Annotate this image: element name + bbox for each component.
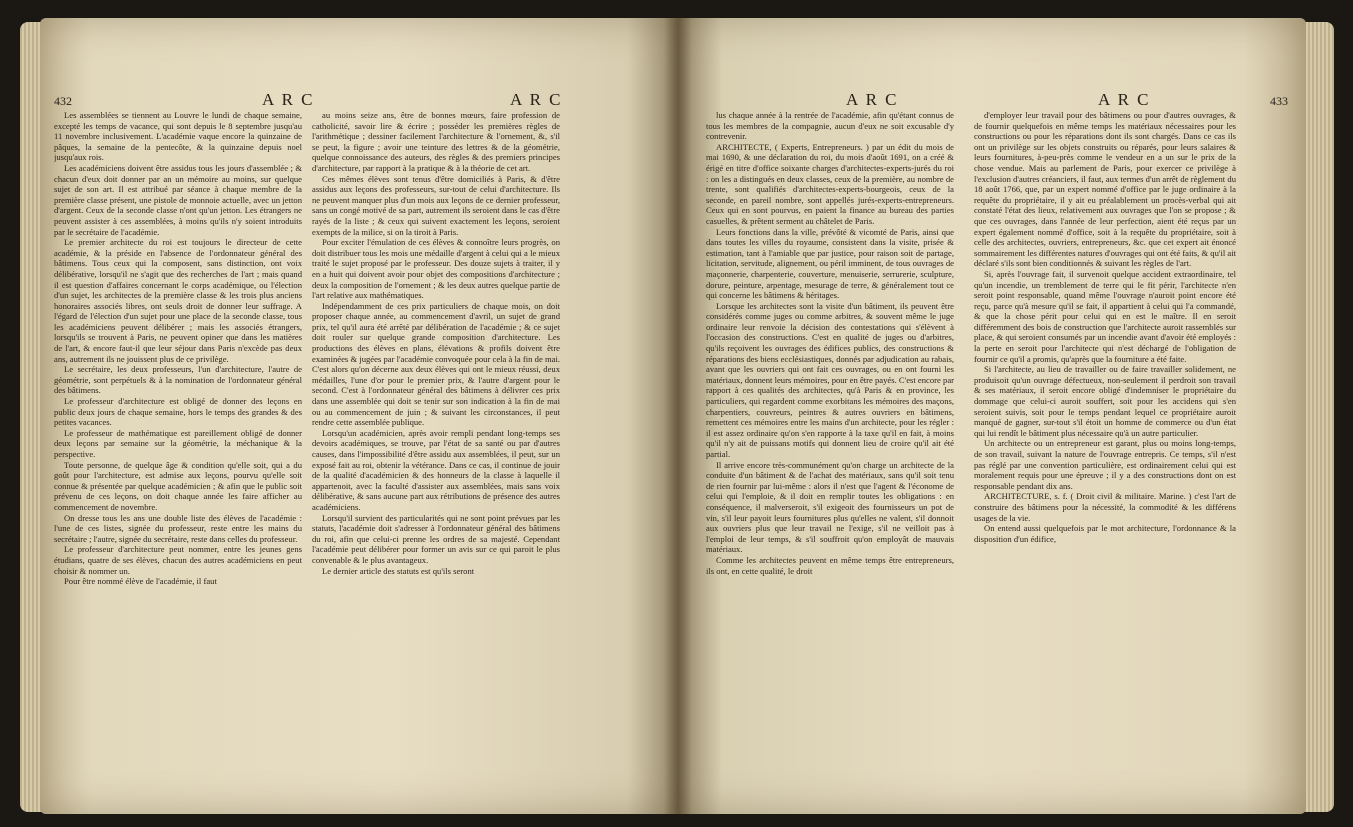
paragraph: Pour être nommé élève de l'académie, il faut xyxy=(64,576,217,587)
paragraph: Le professeur d'architecture peut nommer, entre les jeunes gens étudians, quatre de ses élèves, chacun des autres académiciens en peut choisir & nommer un. xyxy=(54,544,302,576)
paragraph: Lorsqu'un académicien, après avoir rempli pendant long-temps ses devoirs académiques, se trouve, par l'état de sa santé ou par d'autres causes, dans l'impossibilité d'être assidu aux assemblées, il peut, sur un exposé fait au roi, obtenir la vétérance. Dans ce cas, il continue de jouir de la qualité d'académicien & des honneurs de la classe à laquelle il appartenoit, avec la faculté d'assister aux assemblées, mais sans voix délibérative, & sans aucune part aux rétributions de présence des autres académiciens. xyxy=(312,427,560,512)
paragraph: Leurs fonctions dans la ville, prévôté & vicomté de Paris, ainsi que dans toutes les villes du royaume, consistent dans la visite, prisée & estimation, tant à l'amiable que par justice, pour raison soit de partage, licitation, servitude, alignement, ou péril imminent, de tous ouvrages de maçonnerie, charpenterie, couverture, menuiserie, serrurerie, sculpture, dorure, peinture, arpentage, mesurage de terre, & généralement tout ce qui concerne les bâtimens & héritages. xyxy=(706,226,954,301)
right-column-2 xyxy=(974,110,1236,820)
paragraph: Le dernier article des statuts est qu'ils seront xyxy=(322,565,475,576)
left-column-1 xyxy=(54,110,302,820)
paragraph: Indépendamment de ces prix particuliers de chaque mois, on doit proposer chaque année, au commencement d'avril, un sujet de grand prix, tel qu'il aura été arrêté par délibération de l'académie ; & ce sujet doit rouler sur quelque grande composition d'architecture. Les productions des élèves en plans, élévations & profils doivent être examinées & jugées par l'académie convoquée pour cela à la fin de mai. C'est alors qu'on décerne aux deux élèves qui ont le mieux réussi, deux médailles, l'une d'or pour le premier prix, & l'autre d'argent pour le second. C'est à l'ordonnateur général des bâtimens à délivrer ces prix dans une assemblée qui doit se tenir sur son indication à la fin de mai ou au commencement de juin ; & suivant les circonstances, il peut rendre cette assemblée publique. xyxy=(312,300,560,428)
paragraph: Si, après l'ouvrage fait, il survenoit quelque accident extraordinaire, tel qu'un incendie, un tremblement de terre qui le fit périr, l'architecte n'en seroit point responsable, quand même l'ouvrage n'auroit point encore été reçu, parce qu'à mesure qu'il se fait, il appartient à celui qui l'a commandé, & que la chose périt pour celui qui en est le maître. Il en seroit différemment des bois de construction que l'architecte auroit rassemblés sur place, & qui seroient consumés par un incendie avant d'avoir été employés : la perte en seroit pour l'architecte qui n'est déchargé de l'obligation de fournir ce qu'il a promis, qu'après que la fourniture a été faite. xyxy=(974,268,1236,364)
right-page-edges xyxy=(1304,22,1334,812)
right-page xyxy=(678,18,1306,814)
paragraph: Le professeur d'architecture est obligé de donner des leçons en public deux jours de chaque semaine, hors le temps des grandes & des petites vacances. xyxy=(54,396,302,428)
paragraph: Le professeur de mathématique est pareillement obligé de donner deux leçons par semaine sur la géométrie, la méchanique & la perspective. xyxy=(54,427,302,459)
left-page xyxy=(40,18,678,814)
paragraph: Lorsque les architectes sont la visite d'un bâtiment, ils peuvent être considérés comme juges ou comme arbitres, & souvent même le juge ordinaire leur renvoie la décision des contestations qui s'élèvent à l'occasion des constructions. C'est en qualité de juges ou d'arbitres, qu'ils reçoivent les ouvrages des édifices publics, des constructions & réparations des biens ecclésiastiques, donnés par adjudication au rabais, avant que les ouvriers qui ont fait ces ouvrages, ou en ont fourni les matériaux, donnent leurs mémoires, pour en être payés. C'est encore par rapport à ces qualités des architectes, qu'à Paris & en province, les particuliers, qui regardent comme exorbitans les mémoires des maçons, charpentiers, couvreurs, peintres & autres ouvriers en bâtimens, remettent ces mémoires entre les mains d'un architecte, pour les régler : il est assez ordinaire qu'on s'en rapporte à la taxe qu'il en fait, à moins qu'il n'y ait de puissans motifs qui donnent lieu de croire qu'il ait été partial. xyxy=(706,300,954,459)
paragraph: Les académiciens doivent être assidus tous les jours d'assemblée ; & chacun d'eux doit donner par an un mémoire au moins, sur quelque sujet de son art. Il est attribué par séance à chaque membre de la première classe présent, une pistole de monnoie actuelle, avec un jetton d'argent. Ceux de la seconde classe n'ont qu'un jetton. Les étrangers ne peuvent assister à ces assemblées, à moins qu'ils n'y soient introduits par le secrétaire de l'académie. xyxy=(54,162,302,237)
paragraph: Comme les architectes peuvent en même temps être entrepreneurs, ils ont, en cette qualité, le droit xyxy=(706,554,954,576)
paragraph: Il arrive encore très-communément qu'on charge un architecte de la conduite d'un bâtiment & de l'achat des matériaux, sans qu'il soit tenu de rien fournir par lui-même : alors il n'est que l'agent & l'économe de celui qui l'emploie, & il doit en remplir toutes les obligations : en conséquence, il malverseroit, s'il exigeoit des fournisseurs un pot de vin, s'il leur payoit leurs fournitures plus qu'elles ne valent, s'il donnoit aux ouvriers plus que leur travail ne l'exige, s'il ne veilloit pas à l'emploi de leur temps, & s'il souffroit qu'on employât de mauvais matériaux. xyxy=(706,459,954,555)
paragraph: d'employer leur travail pour des bâtimens ou pour d'autres ouvrages, & de fournir quelquefois en même temps les matériaux nécessaires pour les constructions ou pour les réparations dont ils sont chargés. Dans ce cas ils ont un privilège sur les objets construits ou réparés, pour leurs salaires & leurs fournitures, à-peu-près comme le vendeur en a un sur le prix de la chose vendue. Mais au parlement de Paris, pour exercer ce privilège à l'exclusion d'autres créanciers, il faut, aux termes d'un arrêt de règlement du 18 août 1766, que, par un expert nommé d'office par le juge ordinaire à la requête du propriétaire, il y ait eu préalablement un procès-verbal qui ait constaté l'état des lieux, relativement aux ouvrages que l'on se propose ; & que ces ouvrages, dans l'année de leur perfection, aient été reçus par un expert également nommé d'office, soit à la requête du propriétaire, soit à celle des architectes, ouvriers, entrepreneurs, &c. que cet expert ait énoncé sommairement les différentes natures d'ouvrages qui ont été faits, & qu'il ait déclaré s'ils sont bien conditionnés & suivant les règles de l'art. xyxy=(974,110,1236,269)
book-gutter xyxy=(664,18,692,814)
right-running-head-col2: A R C xyxy=(1098,90,1151,109)
paragraph: Toute personne, de quelque âge & condition qu'elle soit, qui a du goût pour l'architecture, est admise aux leçons, pourvu qu'elle soit connue & présentée par quelque académicien ; & afin que le public soit prévenu de ces leçons, on doit chaque année les faire afficher au commencement de novembre. xyxy=(54,459,302,512)
left-column-2 xyxy=(312,110,560,820)
left-page-number: 432 xyxy=(54,94,72,108)
left-running-head-col2: A R C xyxy=(510,90,563,109)
paragraph: Pour exciter l'émulation de ces élèves & connoître leurs progrès, on doit distribuer tous les mois une médaille d'argent à celui qui a le mieux traité le sujet proposé par le professeur. Des douze sujets à traiter, il y en a huit qui doivent avoir pour objet des compositions d'architecture ; deux la composition de l'ornement ; & les deux autres quelque partie de l'art relative aux mathématiques. xyxy=(312,237,560,301)
paragraph: Les assemblées se tiennent au Louvre le lundi de chaque semaine, excepté les temps de vacance, qui sont depuis le 8 septembre jusqu'au 11 novembre inclusivement. L'académie vaque encore la quinzaine de pâques, la semaine de la pentecôte, & la quinzaine depuis noel jusqu'aux rois. xyxy=(54,110,302,163)
paragraph: On dresse tous les ans une double liste des élèves de l'académie : l'une de ces listes, signée du professeur, reste entre les mains du secrétaire ; l'autre, signée du secrétaire, reste dans celles du professeur. xyxy=(54,512,302,544)
paragraph: Si l'architecte, au lieu de travailler ou de faire travailler solidement, ne produisoit qu'un ouvrage défectueux, non-seulement il perdroit son travail & ses matériaux, il seroit encore obligé d'indemniser le propriétaire du dommage que celui-ci auroit souffert, soit pour les accidens qui s'en seroient suivis, soit pour le temps pendant lequel ce propriétaire auroit manqué de gagner, sur-tout s'il étoit un homme de commerce ou d'un état qui lui rendît le bâtiment plus nécessaire qu'à un autre particulier. xyxy=(974,364,1236,438)
paragraph: Lorsqu'il survient des particularités qui ne sont point prévues par les statuts, l'académie doit s'adresser à l'ordonnateur général des bâtimens du roi, afin que celui-ci prenne les ordres de sa majesté. Cependant l'académie peut délibérer pour former un avis sur ce qui paroit le plus convenable & le plus avantageux. xyxy=(312,512,560,565)
right-page-number: 433 xyxy=(1270,94,1288,108)
paragraph: lus chaque année à la rentrée de l'académie, afin qu'étant connus de tous les membres de la compagnie, aucun d'eux ne soit excusable d'y contrevenir. xyxy=(706,110,954,142)
paragraph: Le premier architecte du roi est toujours le directeur de cette académie, & la préside en l'absence de l'ordonnateur général des bâtimens. Tous ceux qui la composent, sans distinction, ont voix délibérative, lorsqu'il ne s'agit que des recherches de l'art ; mais quand il est question d'affaires concernant le corps académique, ou l'élection d'un sujet, les architectes de la première classe & les trois plus anciens honoraires associés libres, ont seuls droit de donner leur suffrage. A l'égard de l'élection d'un sujet pour une place de la seconde classe, tous les académiciens peuvent délibérer ; mais les associés étrangers, lorsqu'ils se trouvent à Paris, ne peuvent opiner que dans les matières de l'art, & encore faut-il que leur séjour dans Paris n'excède pas deux ans, autrement ils ne jouissent plus de ce privilège. xyxy=(54,237,302,364)
paragraph: au moins seize ans, être de bonnes mœurs, faire profession de catholicité, savoir lire & écrire ; posséder les premières règles de l'arithmétique ; dessiner facilement l'architecture & l'ornement, &, s'il se peut, la figure ; avoir une teinture des lettres & de la géométrie, quelque connoissance des auteurs, des règles & des premiers principes d'architecture, par rapport à la pratique & à la théorie de cet art. xyxy=(312,110,560,173)
left-page-edges xyxy=(20,22,42,812)
paragraph: On entend aussi quelquefois par le mot architecture, l'ordonnance & la disposition d'un édifice, xyxy=(974,523,1236,544)
left-running-head-col1: A R C xyxy=(262,90,315,109)
paragraph: Le secrétaire, les deux professeurs, l'un d'architecture, l'autre de géométrie, sont perpétuels & à la nomination de l'ordonnateur général des bâtimens. xyxy=(54,364,302,396)
paragraph: Ces mêmes élèves sont tenus d'être domiciliés à Paris, & d'être assidus aux leçons des professeurs, sur-tout de celui d'architecture. Ils ne peuvent manquer plus d'un mois aux leçons de ce dernier professeur, sans un congé motivé de sa part, autrement ils seroient dans le cas d'être rayés de la liste ; & ceux qui suivent exactement les leçons, seroient exempts de la milice, si on la tiroit à Paris. xyxy=(312,173,560,237)
right-column-1 xyxy=(706,110,954,820)
paragraph: ARCHITECTE, ( Experts, Entrepreneurs. ) par un édit du mois de mai 1690, & une déclaration du roi, du mois d'août 1691, on a créé & érigé en titre d'office soixante charges d'architectes-experts-jurés du roi : on les a distingués en deux classes, ceux de la première, au nombre de trente, sont qualifiés d'architectes-experts-bourgeois, ceux de la seconde, en pareil nombre, sont appellés jurés-experts-entrepreneurs. Ceux qui en sont pourvus, en paient la finance au bureau des parties casuelles, & prêtent serment au châtelet de Paris. xyxy=(706,141,954,226)
right-running-head-col1: A R C xyxy=(846,90,899,109)
paragraph: ARCHITECTURE, s. f. ( Droit civil & militaire. Marine. ) c'est l'art de construire des bâtimens pour la nécessité, la commodité & les différens usages de la vie. xyxy=(974,491,1236,523)
paragraph: Un architecte ou un entrepreneur est garant, plus ou moins long-temps, de son travail, suivant la nature de l'ouvrage entrepris. Ce temps, s'il n'est pas réglé par une convention particulière, est ordinairement celui qui est moralement requis pour une épreuve ; il y a des constructions dont on est responsable pendant dix ans. xyxy=(974,438,1236,491)
